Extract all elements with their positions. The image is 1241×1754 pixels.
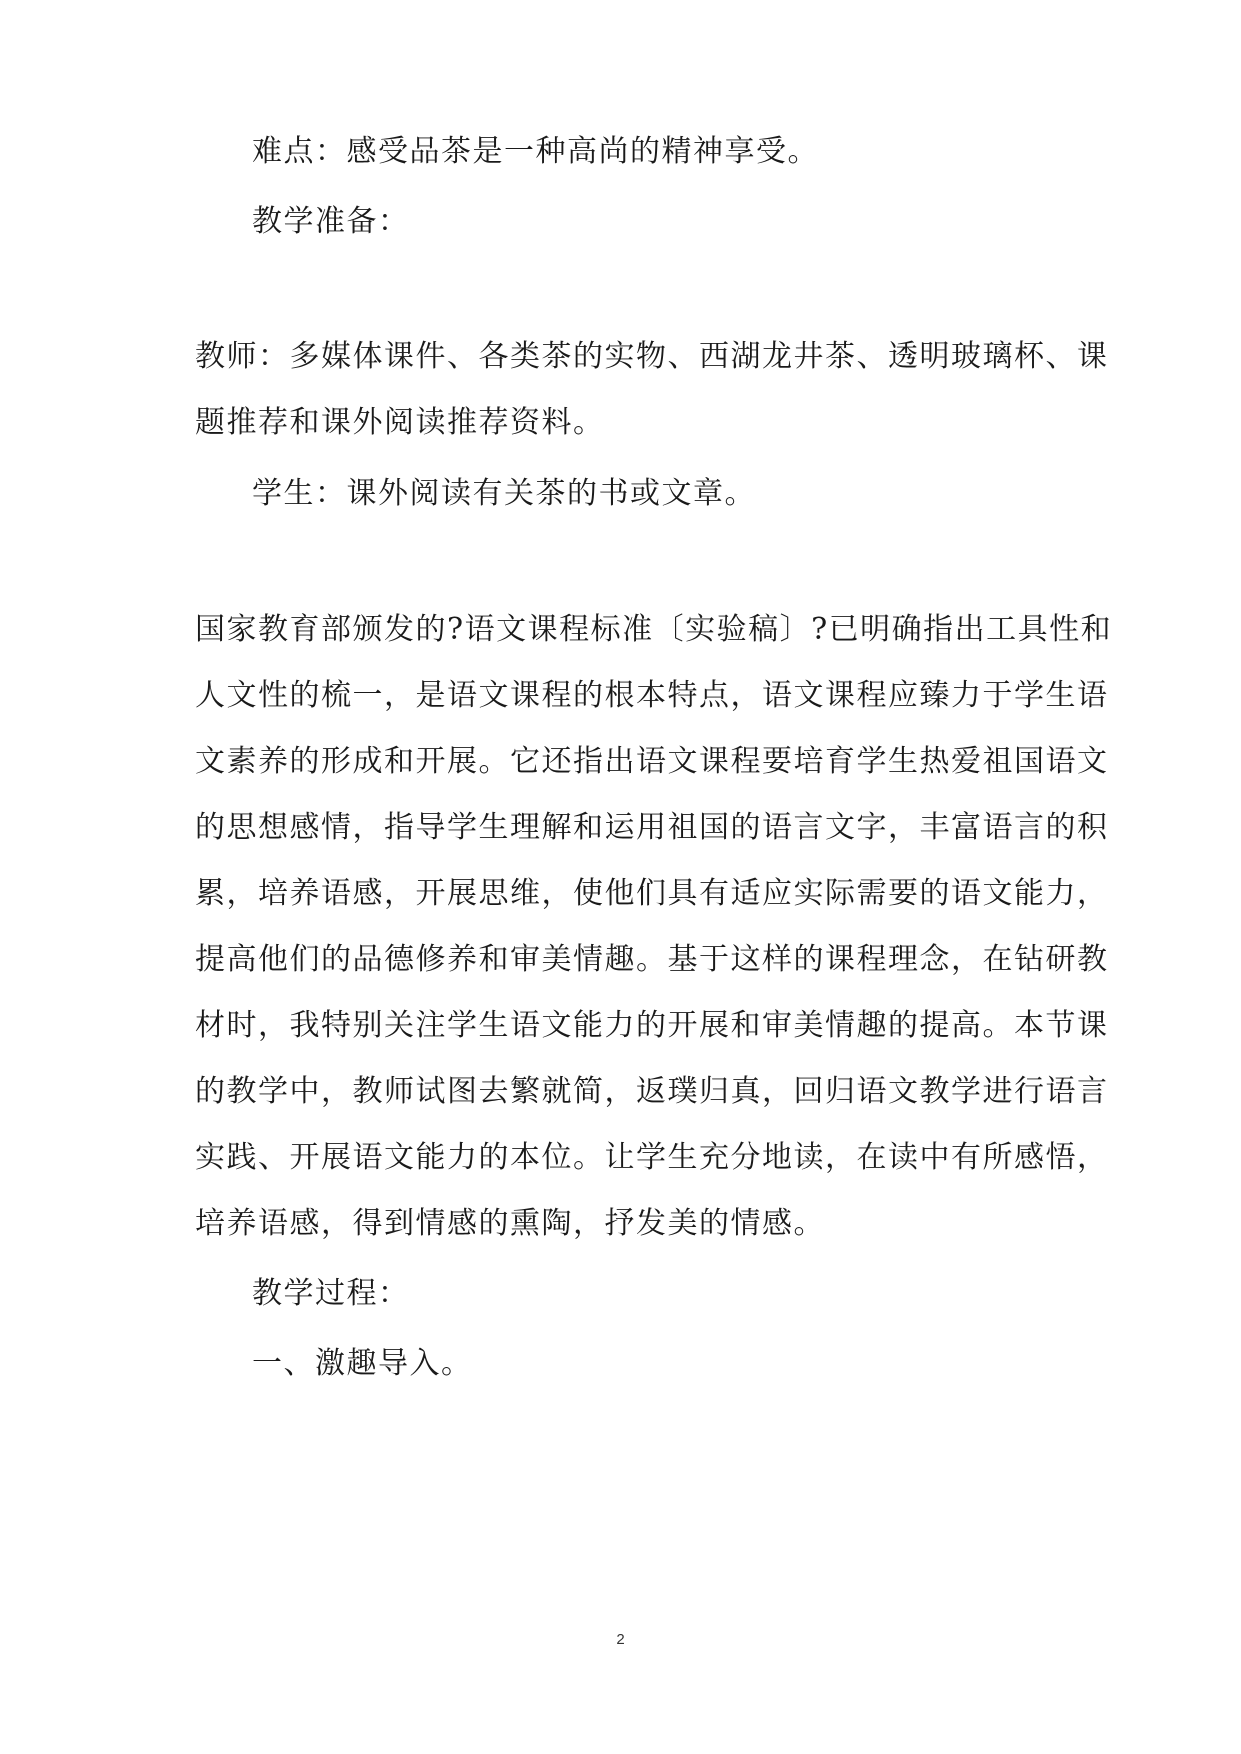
teacher-materials-line-2: 题推荐和课外阅读推荐资料。 (195, 405, 605, 440)
paragraph-line-9: 实践、开展语文能力的本位。让学生充分地读，在读中有所感悟， (195, 1140, 1109, 1175)
paragraph-line-4: 的思想感情，指导学生理解和运用祖国的语言文字，丰富语言的积 (195, 810, 1109, 845)
student-materials-line: 学生：课外阅读有关茶的书或文章。 (252, 476, 756, 511)
teaching-preparation-heading: 教学准备： (252, 204, 410, 239)
page-number: 2 (616, 1631, 625, 1648)
paragraph-line-5: 累，培养语感，开展思维，使他们具有适应实际需要的语文能力， (195, 876, 1109, 911)
paragraph-line-2: 人文性的梳一，是语文课程的根本特点，语文课程应臻力于学生语 (195, 678, 1109, 713)
teacher-materials-line-1: 教师：多媒体课件、各类茶的实物、西湖龙井茶、透明玻璃杯、课 (195, 339, 1109, 374)
teaching-process-heading: 教学过程： (252, 1276, 410, 1311)
paragraph-line-10: 培养语感，得到情感的熏陶，抒发美的情感。 (195, 1206, 825, 1241)
paragraph-line-7: 材时，我特别关注学生语文能力的开展和审美情趣的提高。本节课 (195, 1008, 1109, 1043)
paragraph-line-1: 国家教育部颁发的?语文课程标准〔实验稿〕?已明确指出工具性和 (195, 612, 1113, 647)
difficulty-line: 难点：感受品茶是一种高尚的精神享受。 (252, 134, 819, 169)
section-one-heading: 一、激趣导入。 (252, 1346, 473, 1381)
paragraph-line-3: 文素养的形成和开展。它还指出语文课程要培育学生热爱祖国语文 (195, 744, 1109, 779)
paragraph-line-6: 提高他们的品德修养和审美情趣。基于这样的课程理念，在钻研教 (195, 942, 1109, 977)
paragraph-line-8: 的教学中，教师试图去繁就简，返璞归真，回归语文教学进行语言 (195, 1074, 1109, 1109)
